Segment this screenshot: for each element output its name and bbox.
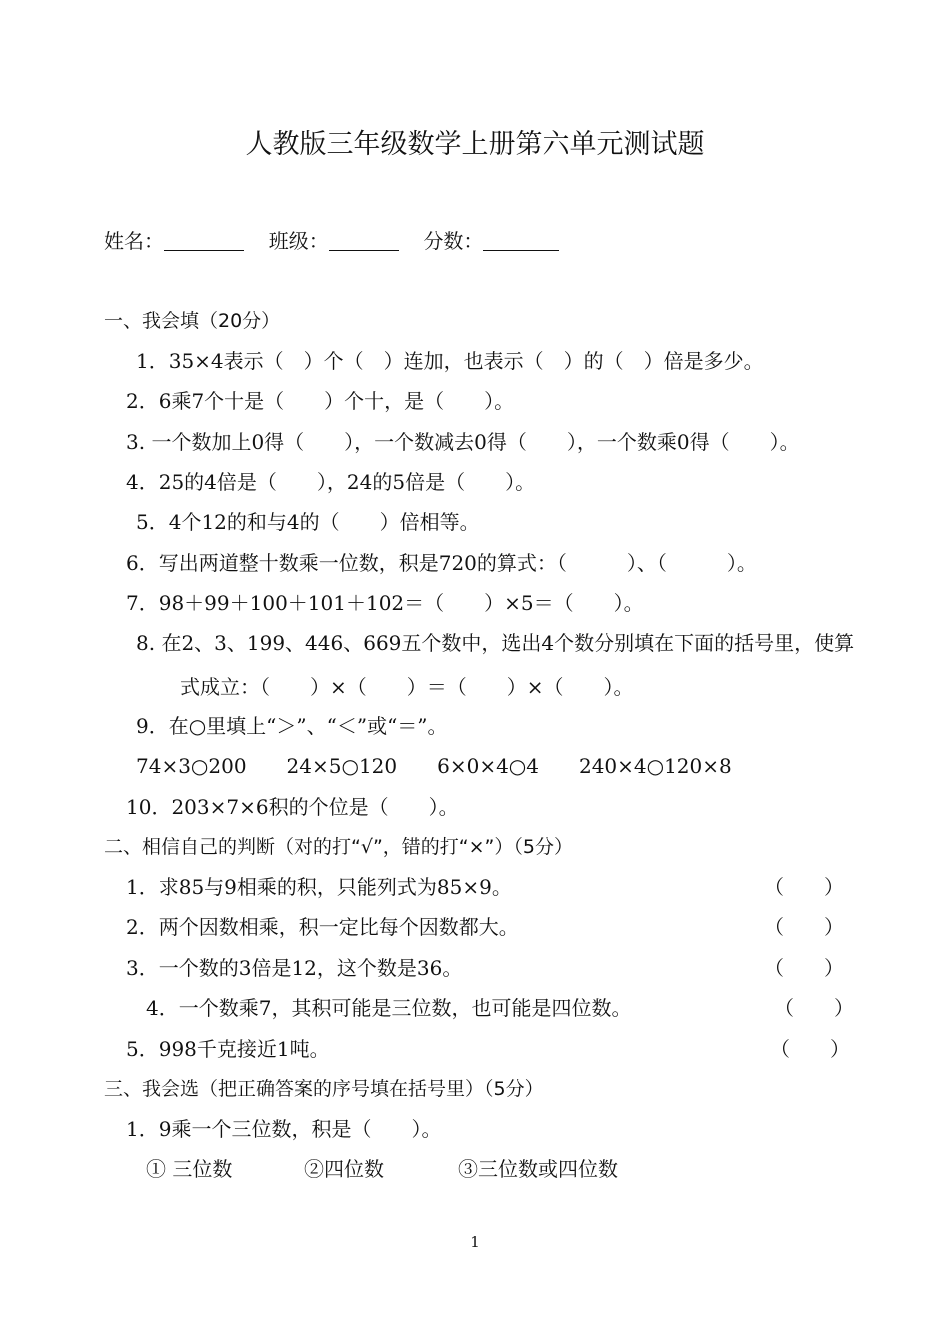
choice-option-3[interactable]: ③三位数或四位数 [458, 1157, 618, 1181]
question-1-10: 10．203×7×6积的个位是（ ）。 [126, 795, 459, 819]
score-blank[interactable] [483, 230, 559, 251]
question-1-9-expressions: 74×3○200 24×5○120 6×0×4○4 240×4○120×8 [136, 754, 732, 778]
judgement-3: 3．一个数的3倍是12，这个数是36。 [126, 956, 463, 980]
choice-option-1[interactable]: ① 三位数 [146, 1157, 233, 1181]
section3-heading: 三、我会选（把正确答案的序号填在括号里）（5分） [104, 1078, 544, 1100]
judgement-1-answer[interactable]: （ ） [764, 875, 844, 899]
section1-heading: 一、我会填（20分） [104, 310, 281, 332]
student-info-row [104, 228, 559, 254]
judgement-2: 2．两个因数相乘，积一定比每个因数都大。 [126, 915, 519, 939]
question-1-8-cont: 式成立：（ ）×（ ）＝（ ）×（ ）。 [180, 675, 634, 699]
name-label: 姓名： [104, 229, 164, 253]
class-label: 班级： [268, 229, 329, 253]
judgement-5: 5．998千克接近1吨。 [126, 1037, 330, 1061]
judgement-1: 1．求85与9相乘的积，只能列式为85×9。 [126, 875, 512, 899]
judgement-2-answer[interactable]: （ ） [764, 915, 844, 939]
question-1-5: 5．4个12的和与4的（ ）倍相等。 [136, 510, 480, 534]
question-1-3: 3. 一个数加上0得（ ），一个数减去0得（ ），一个数乘0得（ ）。 [126, 430, 800, 454]
question-1-4: 4．25的4倍是（ ），24的5倍是（ ）。 [126, 470, 536, 494]
judgement-5-answer[interactable]: （ ） [770, 1037, 850, 1061]
question-1-8: 8. 在2、3、199、446、669五个数中，选出4个数分别填在下面的括号里，使算 [136, 631, 855, 655]
choice-option-2[interactable]: ②四位数 [304, 1157, 384, 1181]
page-title: 人教版三年级数学上册第六单元测试题 [245, 129, 705, 160]
question-1-1: 1．35×4表示（ ）个（ ）连加，也表示（ ）的（ ）倍是多少。 [136, 349, 764, 373]
name-blank[interactable] [164, 230, 244, 251]
question-1-7: 7．98＋99＋100＋101＋102＝（ ）×5＝（ ）。 [126, 591, 644, 615]
judgement-4: 4．一个数乘7，其积可能是三位数，也可能是四位数。 [146, 996, 632, 1020]
class-blank[interactable] [329, 230, 399, 251]
question-1-2: 2．6乘7个十是（ ）个十，是（ ）。 [126, 389, 515, 413]
question-1-6: 6．写出两道整十数乘一位数，积是720的算式：（ ）、（ ）。 [126, 551, 757, 575]
judgement-4-answer[interactable]: （ ） [774, 996, 854, 1020]
score-label: 分数： [423, 229, 484, 253]
page-number: 1 [470, 1233, 480, 1251]
section2-heading: 二、相信自己的判断（对的打“√”，错的打“×”）（5分） [104, 836, 573, 858]
question-1-9: 9．在○里填上“＞”、“＜”或“＝”。 [136, 714, 448, 738]
judgement-3-answer[interactable]: （ ） [764, 956, 844, 980]
choice-question-1: 1．9乘一个三位数，积是（ ）。 [126, 1117, 442, 1141]
